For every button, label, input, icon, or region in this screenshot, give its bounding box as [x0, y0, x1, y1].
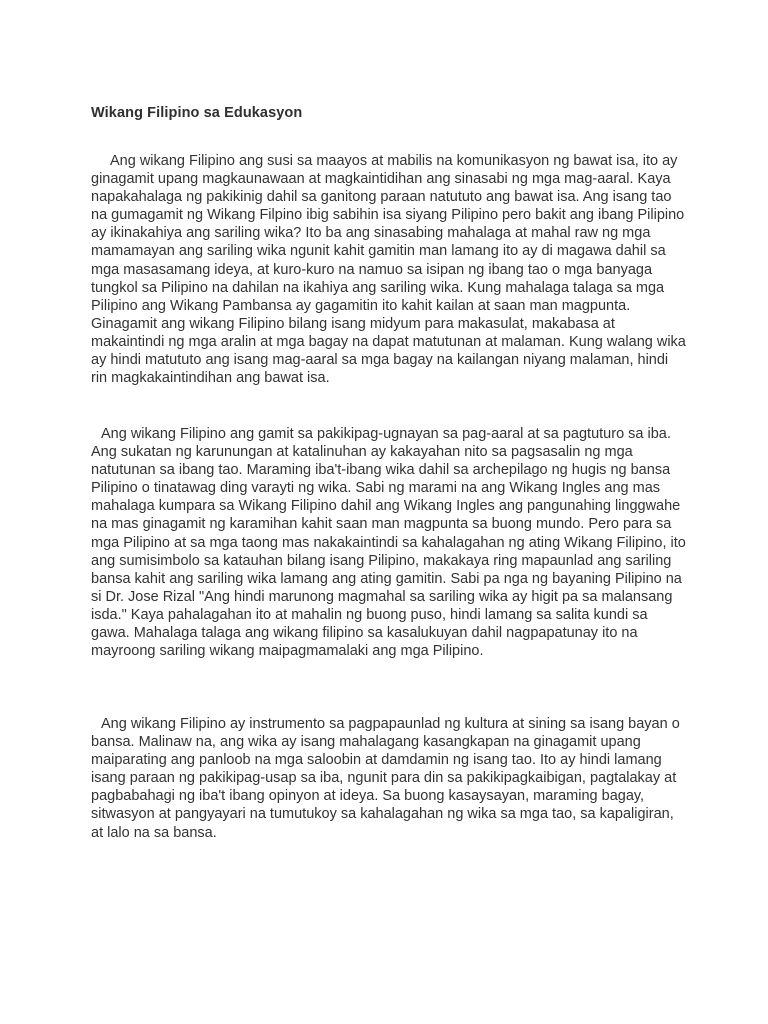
document-title: Wikang Filipino sa Edukasyon [91, 105, 303, 121]
paragraph-1: Ang wikang Filipino ang susi sa maayos at mabilis na komunikasyon ng bawat isa, ito ay ginagamit upang magkaunawaan at magkaintidihan ang sinasabi ng mga mag-aaral. Kaya napakahalaga ng pakikinig dahil sa ganitong paraan natututo ang bawat isa. Ang isang tao na gumagamit ng Wikang Filpino ibig sabihin isa siyang Pilipino pero bakit ang ibang Pilipino ay ikinakahiya ang sariling wika? Ito ba ang sinasabing mahalaga at mahal raw ng mga mamamayan ang sariling wika ngunit kahit gamitin man lamang ito ay di magawa dahil sa mga masasamang ideya, at kuro-kuro na namuo sa isipan ng ibang tao o mga banyaga tungkol sa Pilipino na dahilan na ikahiya ang sariling wika. Kung mahalaga talaga sa mga Pilipino ang Wikang Pambansa ay gagamitin ito kahit kailan at saan man magpunta. Ginagamit ang wikang Filipino bilang isang midyum para makasulat, makabasa at makaintindi ng mga aralin at mga bagay na dapat matutunan at malaman. Kung walang wika ay hindi matututo ang isang mag-aaral sa mga bagay na kailangan niyang malaman, hindi rin magkakaintindihan ang bawat isa. [91, 153, 686, 387]
paragraph-3: Ang wikang Filipino ay instrumento sa pagpapaunlad ng kultura at sining sa isang bayan o bansa. Malinaw na, ang wika ay isang mahalagang kasangkapan na ginagamit upang maiparating ang panloob na mga saloobin at damdamin ng isang tao. Ito ay hindi lamang isang paraan ng pakikipag-usap sa iba, ngunit para din sa pakikipagkaibigan, pagtalakay at pagbabahagi ng iba't ibang opinyon at ideya. Sa buong kasaysayan, maraming bagay, sitwasyon at pangyayari na tumutukoy sa kahalagahan ng wika sa mga tao, sa kapaligiran, at lalo na sa bansa. [91, 716, 680, 841]
paragraph-2: Ang wikang Filipino ang gamit sa pakikipag-ugnayan sa pag-aaral at sa pagtuturo sa iba. Ang sukatan ng karunungan at katalinuhan ay kakayahan nito sa pagsasalin ng mga natutunan sa ibang tao. Maraming iba't-ibang wika dahil sa archepilago ng hugis ng bansa Pilipino o tinatawag ding varayti ng wika. Sabi ng marami na ang Wikang Ingles ang mas mahalaga kumpara sa Wikang Filipino dahil ang Wikang Ingles ang pangunahing linggwahe na mas ginagamit ng karamihan kahit saan man magpunta sa buong mundo. Pero para sa mga Pilipino at sa mga taong mas nakakaintindi sa kahalagahan ng ating Wikang Filipino, ito ang sumisimbolo sa katauhan bilang isang Pilipino, makakaya ring mapaunlad ang sariling bansa kahit ang sariling wika lamang ang ating gamitin. Sabi pa nga ng bayaning Pilipino na si Dr. Jose Rizal "Ang hindi marunong magmahal sa sariling wika ay higit pa sa malansang isda." Kaya pahalagahan ito at mahalin ng buong puso, hindi lamang sa salita kundi sa gawa. Mahalaga talaga ang wikang filipino sa kasalukuyan dahil nagpapatunay ito na mayroong sariling wikang maipagmamalaki ang mga Pilipino. [91, 426, 686, 660]
